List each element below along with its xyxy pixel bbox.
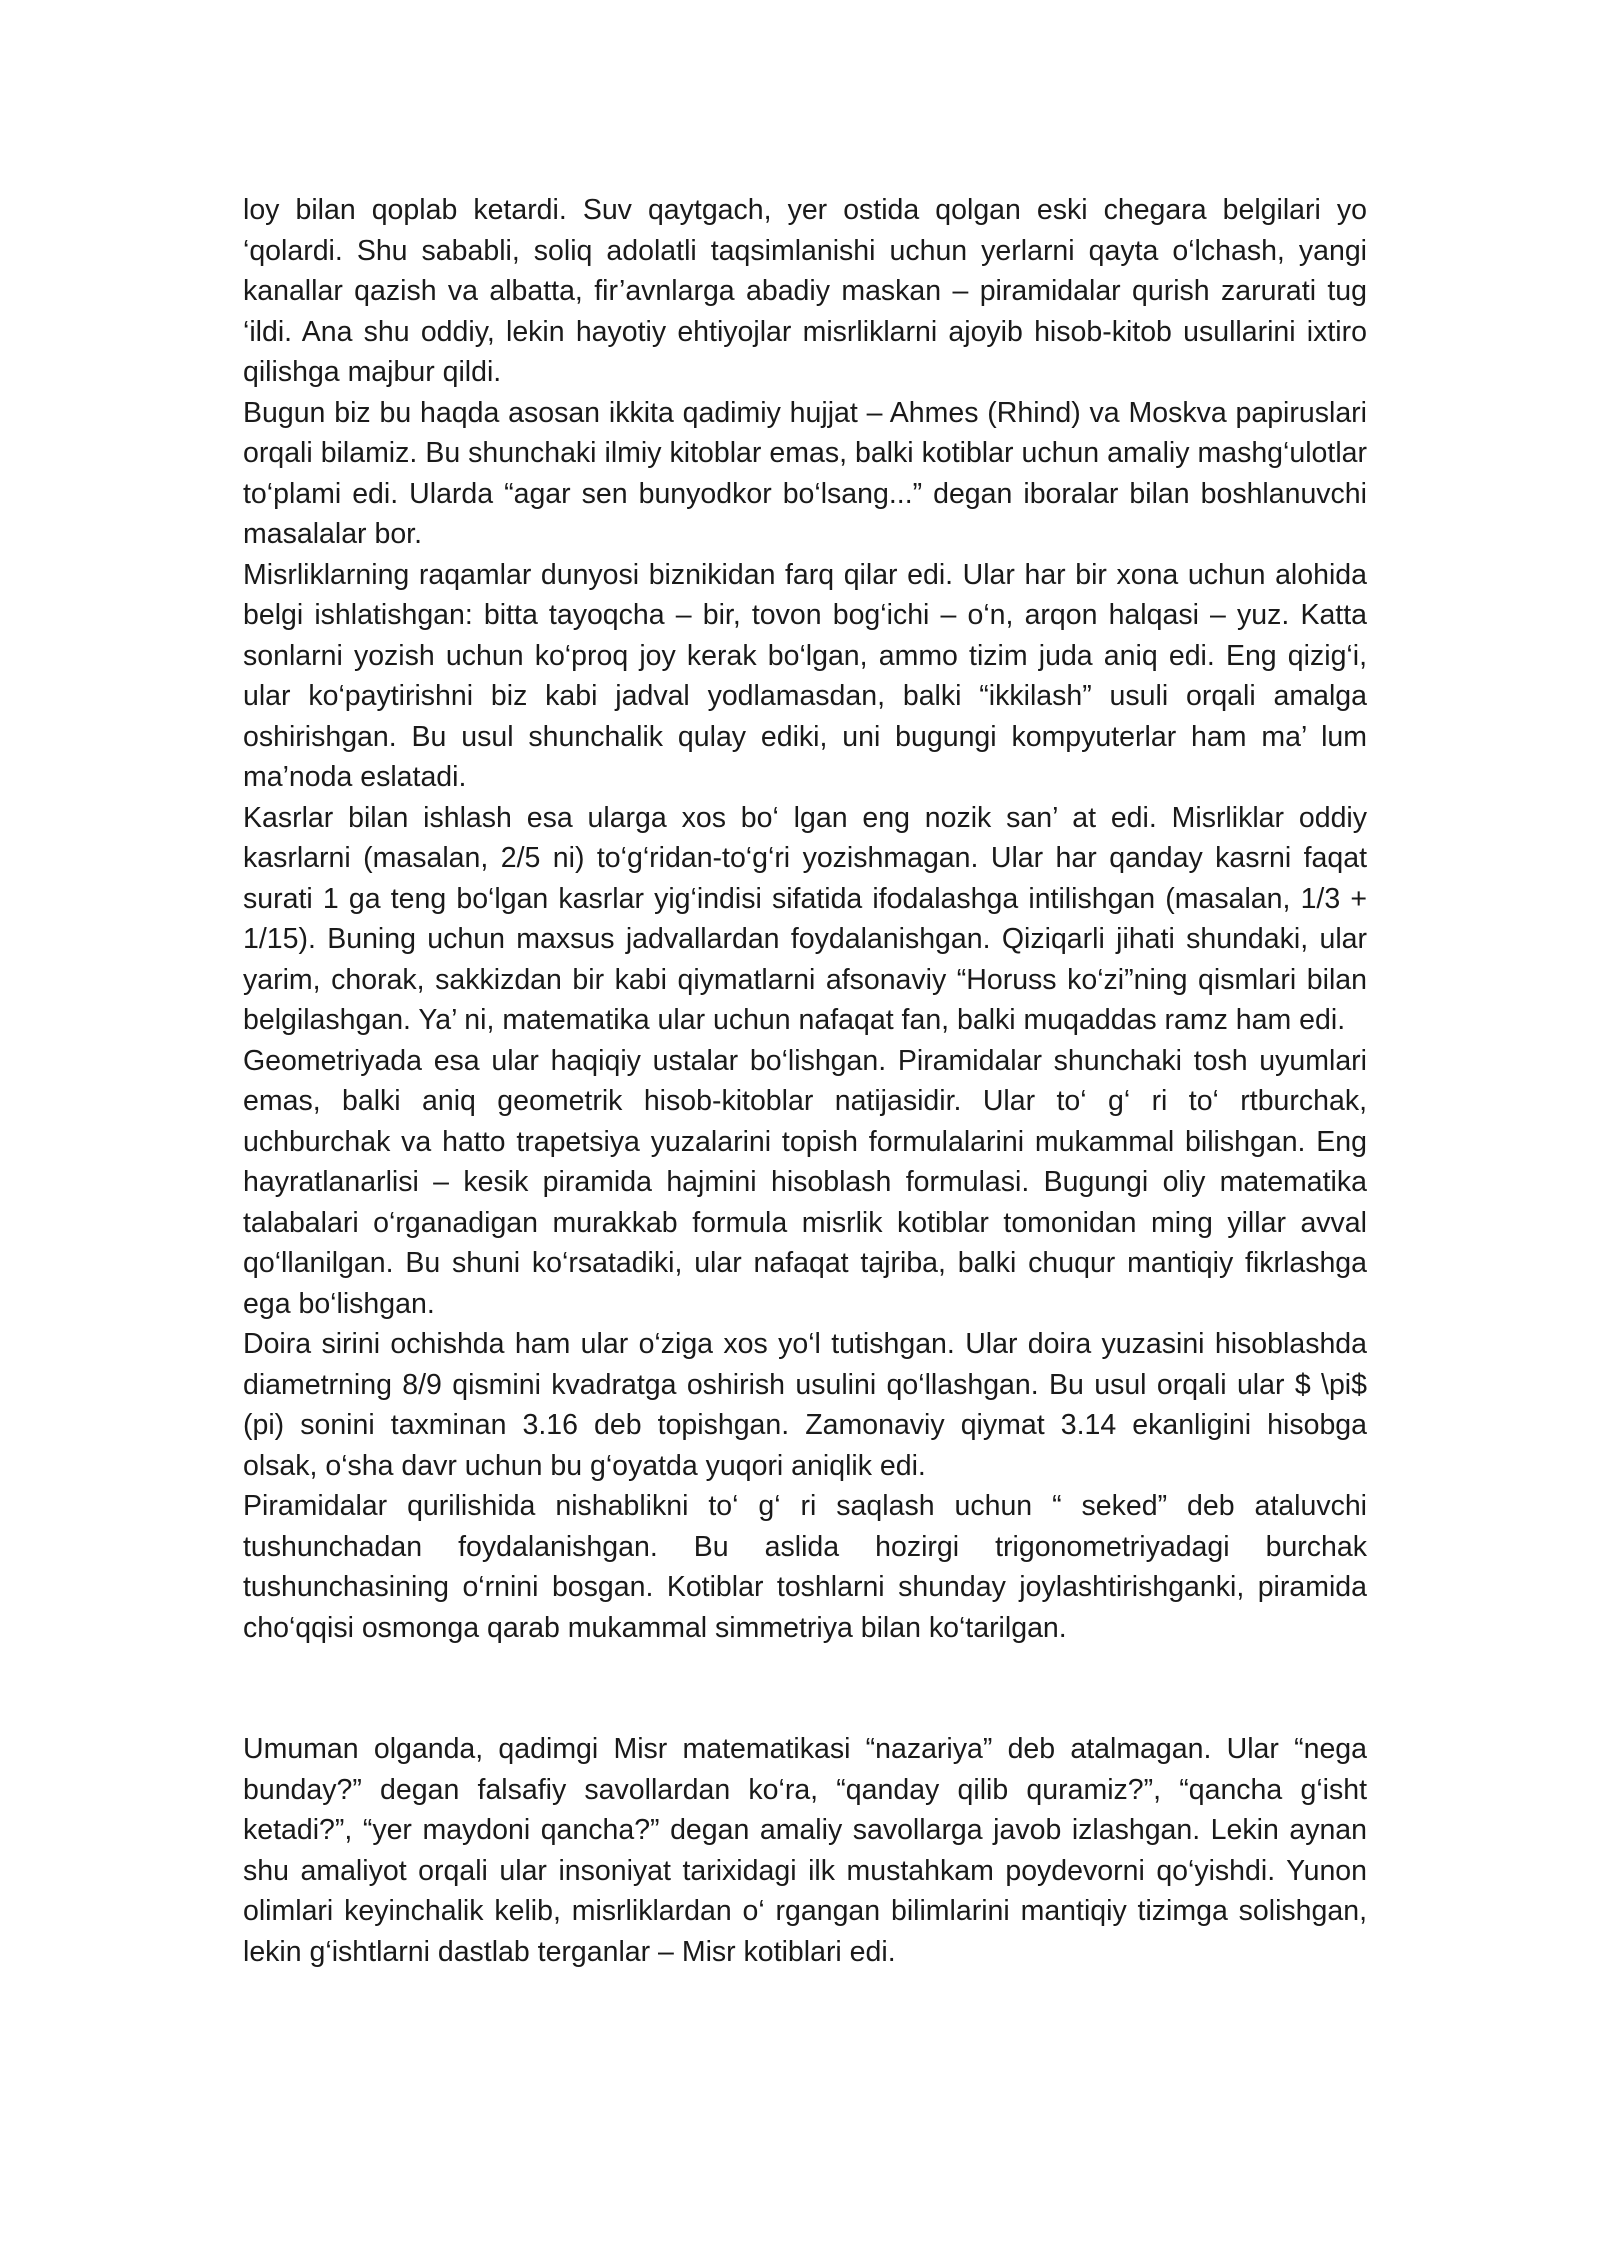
paragraph-gap — [243, 1648, 1367, 1729]
paragraph-numerals: Misrliklarning raqamlar dunyosi biznikidan farq qilar edi. Ular har bir xona uchun alohida belgi ishlatishgan: bitta tayoqcha – bir, tovon bog‘ichi – o‘n, arqon halqasi – yuz. Katta sonlarni yozish uchun ko‘proq joy kerak bo‘lgan, ammo tizim juda aniq edi. Eng qizig‘i, ular ko‘paytirishni biz kabi jadval yodlamasdan, balki “ikkilash” usuli orqali amalga oshirishgan. Bu usul shunchalik qulay ediki, uni bugungi kompyuterlar ham ma’ lum ma’noda eslatadi. — [243, 558, 1367, 793]
paragraph-nile-flood: loy bilan qoplab ketardi. Suv qaytgach, yer ostida qolgan eski chegara belgilari yo ‘qolardi. Shu sababli, soliq adolatli taqsimlanishi uchun yerlarni qayta o‘lchash, yangi kanallar qazish va albatta, fir’avnlarga abadiy maskan – piramidalar qurish zarurati tug ‘ildi. Ana shu oddiy, lekin hayotiy ehtiyojlar misrliklarni ajoyib hisob-kitob usullarini ixtiro qilishga majbur qildi. — [243, 194, 1367, 388]
paragraph-seked: Piramidalar qurilishida nishablikni to‘ g‘ ri saqlash uchun “ seked” deb ataluvchi tushunchadan foydalanishgan. Bu aslida hozirgi trigonometriyadagi burchak tushunchasining o‘rnini bosgan. Kotiblar toshlarni shunday joylashtirishganki, piramida cho‘qqisi osmonga qarab mukammal simmetriya bilan ko‘tarilgan. — [243, 1490, 1367, 1644]
paragraph-circle-pi: Doira sirini ochishda ham ular o‘ziga xos yo‘l tutishgan. Ular doira yuzasini hisoblashda diametrning 8/9 qismini kvadratga oshirish usulini qo‘llashgan. Bu usul orqali ular $ \pi$ (pi) sonini taxminan 3.16 deb topishgan. Zamonaviy qiymat 3.14 ekanligini hisobga olsak, o‘sha davr uchun bu g‘oyatda yuqori aniqlik edi. — [243, 1328, 1367, 1482]
document-body — [243, 190, 1367, 1972]
paragraph-conclusion: Umuman olganda, qadimgi Misr matematikasi “nazariya” deb atalmagan. Ular “nega bunday?” degan falsafiy savollardan ko‘ra, “qanday qilib quramiz?”, “qancha g‘isht ketadi?”, “yer maydoni qancha?” degan amaliy savollarga javob izlashgan. Lekin aynan shu amaliyot orqali ular insoniyat tarixidagi ilk mustahkam poydevorni qo‘yishdi. Yunon olimlari keyinchalik kelib, misrliklardan o‘ rgangan bilimlarini mantiqiy tizimga solishgan, lekin g‘ishtlarni dastlab terganlar – Misr kotiblari edi. — [243, 1733, 1367, 1968]
paragraph-papyri: Bugun biz bu haqda asosan ikkita qadimiy hujjat – Ahmes (Rhind) va Moskva papiruslari orqali bilamiz. Bu shunchaki ilmiy kitoblar emas, balki kotiblar uchun amaliy mashg‘ulotlar to‘plami edi. Ularda “agar sen bunyodkor bo‘lsang...” degan iboralar bilan boshlanuvchi masalalar bor. — [243, 396, 1367, 550]
paragraph-fractions: Kasrlar bilan ishlash esa ularga xos bo‘ lgan eng nozik san’ at edi. Misrliklar oddiy kasrlarni (masalan, 2/5 ni) to‘g‘ridan-to‘g‘ri yozishmagan. Ular har qanday kasrni faqat surati 1 ga teng bo‘lgan kasrlar yig‘indisi sifatida ifodalashga intilishgan (masalan, 1/3 + 1/15). Buning uchun maxsus jadvallardan foydalanishgan. Qiziqarli jihati shundaki, ular yarim, chorak, sakkizdan bir kabi qiymatlarni afsonaviy “Horuss ko‘zi”ning qismlari bilan belgilashgan. Ya’ ni, matematika ular uchun nafaqat fan, balki muqaddas ramz ham edi. — [243, 801, 1367, 1036]
paragraph-geometry: Geometriyada esa ular haqiqiy ustalar bo‘lishgan. Piramidalar shunchaki tosh uyumlari emas, balki aniq geometrik hisob-kitoblar natijasidir. Ular to‘ g‘ ri to‘ rtburchak, uchburchak va hatto trapetsiya yuzalarini topish formulalarini mukammal bilishgan. Eng hayratlanarlisi – kesik piramida hajmini hisoblash formulasi. Bugungi oliy matematika talabalari o‘rganadigan murakkab formula misrlik kotiblar tomonidan ming yillar avval qo‘llanilgan. Bu shuni ko‘rsatadiki, ular nafaqat tajriba, balki chuqur mantiqiy fikrlashga ega bo‘lishgan. — [243, 1044, 1367, 1320]
